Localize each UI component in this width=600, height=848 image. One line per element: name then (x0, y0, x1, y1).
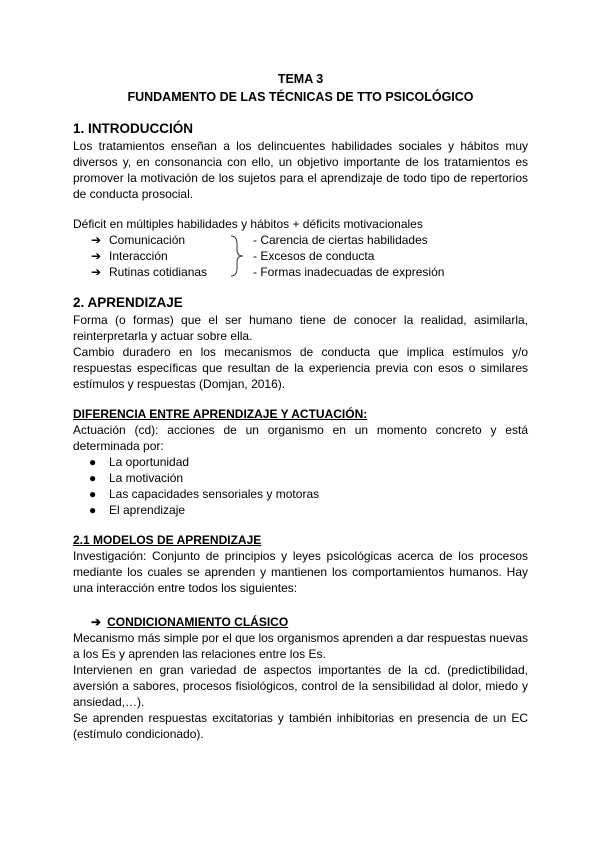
list-item (73, 470, 528, 486)
list-item-text: La oportunidad (109, 455, 190, 469)
arrow-right-icon: ➔ (91, 249, 102, 263)
list-item-text: La motivación (109, 471, 184, 485)
deficit-left-item: Interacción (109, 249, 168, 263)
section-heading-introduction: 1. INTRODUCCIÓN (73, 121, 194, 136)
bullet-icon: ● (89, 471, 97, 485)
difference-paragraph: Actuación (cd): acciones de un organismo en un momento concreto y está determinada por: (73, 423, 528, 453)
doc-title-line1: TEMA 3 (277, 72, 324, 86)
intro-paragraph: Los tratamientos enseñan a los delincuentes habilidades sociales y hábitos muy diversos y, en consonancia con ello, un objetivo importante de los tratamientos es promover la motivación de los sujetos para el aprendizaje de todo tipo de repertorios de conducta prosocial. (73, 139, 528, 201)
deficit-left-item: Comunicación (109, 233, 186, 247)
deficit-right-item: - Formas inadecuadas de expresión (253, 265, 445, 279)
deficit-line: Déficit en múltiples habilidades y hábitos + déficits motivacionales (73, 217, 423, 231)
deficit-right-item: - Excesos de conducta (253, 249, 375, 263)
difference-heading: DIFERENCIA ENTRE APRENDIZAJE Y ACTUACIÓN: (73, 407, 368, 421)
deficit-right-item: - Carencia de ciertas habilidades (253, 233, 428, 247)
curly-brace-icon (229, 234, 249, 278)
bullet-icon: ● (89, 503, 97, 517)
list-item (73, 454, 528, 470)
bullet-icon: ● (89, 487, 97, 501)
learning-paragraph-1: Forma (o formas) que el ser humano tiene de conocer la realidad, asimilarla, reinterpretarla y actuar sobre ella. (73, 313, 528, 343)
factor-list (73, 454, 528, 518)
classical-paragraph-1: Mecanismo más simple por el que los organismos aprenden a dar respuestas nuevas a los Es y aprenden las relaciones entre los Es. (73, 631, 528, 661)
list-item (73, 502, 528, 518)
learning-paragraph-2: Cambio duradero en los mecanismos de conducta que implica estímulos y/o respuestas específicas que resultan de la experiencia previa con esos o similares estímulos y respuestas (Domjan, 2016). (73, 345, 528, 391)
list-item (73, 486, 528, 502)
list-item-text: El aprendizaje (109, 503, 186, 517)
arrow-right-icon: ➔ (91, 615, 102, 629)
deficit-left-item: Rutinas cotidianas (109, 265, 208, 279)
doc-title-line2: FUNDAMENTO DE LAS TÉCNICAS DE TTO PSICOLÓGICO (127, 90, 474, 104)
arrow-right-icon: ➔ (91, 233, 102, 247)
arrow-right-icon: ➔ (91, 265, 102, 279)
bullet-icon: ● (89, 455, 97, 469)
document-page (73, 70, 528, 742)
list-item-text: Las capacidades sensoriales y motoras (109, 487, 320, 501)
models-heading: 2.1 MODELOS DE APRENDIZAJE (73, 533, 262, 547)
classical-paragraph-2: Intervienen en gran variedad de aspectos importantes de la cd. (predictibilidad, aversión a sabores, procesos fisiológicos, control de la sensibilidad al dolor, miedo y ansiedad,…). (73, 663, 528, 709)
classical-conditioning-heading (73, 614, 528, 630)
section-heading-learning: 2. APRENDIZAJE (73, 295, 183, 310)
classical-paragraph-3: Se aprenden respuestas excitatorias y también inhibitorias en presencia de un EC (estímulo condicionado). (73, 711, 528, 741)
models-paragraph: Investigación: Conjunto de principios y leyes psicológicas acerca de los procesos mediante los cuales se aprenden y mantienen los comportamientos humanos. Hay una interacción entre todos los siguientes: (73, 549, 528, 595)
spacer (73, 202, 528, 216)
classical-heading-text: CONDICIONAMIENTO CLÁSICO (107, 615, 289, 629)
deficit-list (73, 232, 528, 280)
